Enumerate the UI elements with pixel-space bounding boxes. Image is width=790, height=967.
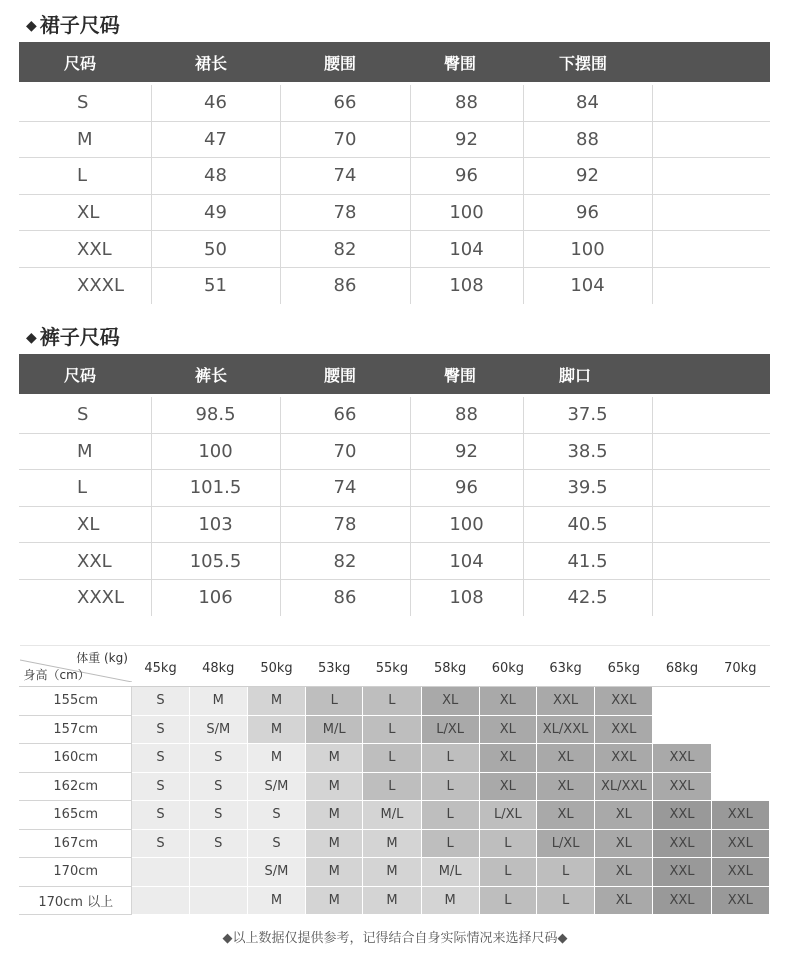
weight-header-row (20, 646, 770, 687)
table-cell: 39.5 (523, 470, 652, 507)
size-cell: XXL (653, 801, 711, 830)
table-row (19, 433, 770, 470)
size-cell: S (132, 829, 189, 858)
table-cell: 101.5 (151, 470, 280, 507)
size-cell: XXL (595, 744, 653, 773)
size-cell: XL (595, 829, 653, 858)
pants-header-length: 裤长 (151, 354, 280, 394)
size-cell: M (306, 886, 363, 915)
size-cell (653, 687, 711, 716)
size-cell: S (189, 801, 247, 830)
skirt-header-row (19, 42, 770, 82)
table-cell-empty (652, 194, 770, 231)
size-cell: XXL (653, 772, 711, 801)
table-cell: XL (19, 194, 151, 231)
height-label: 155cm (20, 687, 132, 716)
size-cell: XL (595, 801, 653, 830)
size-cell: XXL (711, 886, 769, 915)
size-cell: XXL (711, 829, 769, 858)
size-cell: XL/XXL (595, 772, 653, 801)
size-row (20, 858, 770, 887)
table-cell: 104 (410, 231, 523, 268)
size-cell: M (306, 858, 363, 887)
size-cell: S (247, 829, 305, 858)
table-cell: 37.5 (523, 397, 652, 433)
table-cell-empty (652, 470, 770, 507)
pants-header-empty (652, 354, 770, 394)
table-cell: 70 (280, 433, 410, 470)
table-cell-empty (652, 158, 770, 195)
size-cell: S (247, 801, 305, 830)
size-cell: XL (479, 715, 536, 744)
table-cell: 100 (410, 506, 523, 543)
size-cell: L/XL (536, 829, 594, 858)
table-cell: 103 (151, 506, 280, 543)
skirt-header-empty (652, 42, 770, 82)
size-cell: M (363, 858, 421, 887)
diamond-icon: ◆ (26, 18, 37, 34)
size-cell (132, 858, 189, 887)
size-cell: XL (595, 858, 653, 887)
table-cell: M (19, 121, 151, 158)
table-cell-empty (652, 397, 770, 433)
size-cell: M (247, 744, 305, 773)
table-cell: 86 (280, 267, 410, 303)
pants-section-title (26, 321, 120, 350)
table-cell: XXL (19, 231, 151, 268)
weight-header-cell: 58kg (421, 646, 479, 687)
table-cell: 100 (523, 231, 652, 268)
skirt-header-waist: 腰围 (280, 42, 410, 82)
size-cell: M (189, 687, 247, 716)
size-cell (189, 886, 247, 915)
weight-header-cell: 53kg (306, 646, 363, 687)
footnote: ◆以上数据仅提供参考，记得结合自身实际情况来选择尺码◆ (222, 931, 568, 946)
table-cell: 48 (151, 158, 280, 195)
table-row (19, 85, 770, 121)
corner-cell (20, 646, 132, 687)
table-cell: 78 (280, 194, 410, 231)
size-cell: S (132, 687, 189, 716)
table-cell: 96 (523, 194, 652, 231)
size-cell: L (421, 829, 479, 858)
table-cell: 84 (523, 85, 652, 121)
table-row (19, 470, 770, 507)
size-cell: XL/XXL (536, 715, 594, 744)
table-cell: 66 (280, 85, 410, 121)
table-cell: 92 (523, 158, 652, 195)
size-cell: S/M (247, 858, 305, 887)
size-cell: L/XL (421, 715, 479, 744)
table-cell: 78 (280, 506, 410, 543)
size-cell: L/XL (479, 801, 536, 830)
corner-height-label: 身高（cm） (23, 668, 90, 682)
table-cell: 88 (410, 397, 523, 433)
size-cell: L (363, 772, 421, 801)
size-cell: L (536, 886, 594, 915)
table-cell-empty (652, 506, 770, 543)
size-cell: S (132, 772, 189, 801)
table-cell: M (19, 433, 151, 470)
skirt-size-table (19, 42, 770, 304)
size-row (20, 687, 770, 716)
height-label: 160cm (20, 744, 132, 773)
table-cell: 49 (151, 194, 280, 231)
table-cell: 66 (280, 397, 410, 433)
size-row (20, 886, 770, 915)
skirt-header-hem: 下摆围 (523, 42, 652, 82)
size-row (20, 801, 770, 830)
size-cell: M/L (363, 801, 421, 830)
size-cell: M (306, 829, 363, 858)
table-cell: 96 (410, 470, 523, 507)
size-cell (711, 715, 769, 744)
table-row (19, 543, 770, 580)
table-cell: 92 (410, 433, 523, 470)
pants-header-waist: 腰围 (280, 354, 410, 394)
table-cell-empty (652, 433, 770, 470)
size-cell: XL (595, 886, 653, 915)
size-row (20, 744, 770, 773)
size-cell: M (247, 886, 305, 915)
size-cell: M/L (306, 715, 363, 744)
table-cell: 98.5 (151, 397, 280, 433)
height-label: 167cm (20, 829, 132, 858)
table-cell: 104 (523, 267, 652, 303)
size-cell (653, 715, 711, 744)
size-cell: L (363, 744, 421, 773)
table-cell: L (19, 158, 151, 195)
size-cell: XXL (711, 858, 769, 887)
table-cell: 88 (523, 121, 652, 158)
skirt-header-length: 裙长 (151, 42, 280, 82)
table-cell: XXXL (77, 275, 125, 297)
size-cell: L (363, 687, 421, 716)
size-cell: M (421, 886, 479, 915)
height-label: 170cm 以上 (20, 886, 132, 915)
table-cell-empty (652, 85, 770, 121)
table-cell-empty (652, 579, 770, 615)
skirt-section-title (26, 9, 120, 38)
size-cell: M (306, 801, 363, 830)
pants-header-row (19, 354, 770, 394)
size-row (20, 772, 770, 801)
table-cell: 41.5 (523, 543, 652, 580)
size-cell: XL (421, 687, 479, 716)
size-cell: L (479, 886, 536, 915)
table-cell-empty (652, 267, 770, 303)
table-cell: 74 (280, 470, 410, 507)
size-cell (711, 687, 769, 716)
size-cell: S/M (189, 715, 247, 744)
size-cell: XXL (595, 687, 653, 716)
height-label: 165cm (20, 801, 132, 830)
table-cell: 46 (151, 85, 280, 121)
height-label: 162cm (20, 772, 132, 801)
size-cell: XL (479, 772, 536, 801)
table-cell: XXL (19, 543, 151, 580)
table-cell: S (19, 397, 151, 433)
height-label: 157cm (20, 715, 132, 744)
table-cell: S (19, 85, 151, 121)
weight-header-cell: 50kg (247, 646, 305, 687)
weight-header-cell: 45kg (132, 646, 189, 687)
size-cell: XXL (711, 801, 769, 830)
table-row (19, 121, 770, 158)
table-cell: 86 (280, 579, 410, 615)
corner-weight-label: 体重 (kg) (76, 651, 128, 665)
weight-header-cell: 60kg (479, 646, 536, 687)
height-label: 170cm (20, 858, 132, 887)
size-cell (711, 744, 769, 773)
size-cell (132, 886, 189, 915)
size-cell: XXL (653, 829, 711, 858)
size-cell: L (421, 772, 479, 801)
size-cell: L (479, 829, 536, 858)
weight-header-cell: 68kg (653, 646, 711, 687)
table-cell: 82 (280, 231, 410, 268)
table-cell-empty (652, 231, 770, 268)
table-cell: 108 (410, 267, 523, 303)
table-cell: L (19, 470, 151, 507)
table-cell: 105.5 (151, 543, 280, 580)
table-cell: 88 (410, 85, 523, 121)
size-row (20, 715, 770, 744)
size-cell: M (247, 715, 305, 744)
table-cell: 108 (410, 579, 523, 615)
weight-header-cell: 48kg (189, 646, 247, 687)
height-weight-size-table (19, 645, 770, 915)
table-cell-empty (652, 121, 770, 158)
size-cell: XXL (653, 886, 711, 915)
size-cell (189, 858, 247, 887)
size-cell: XXL (653, 744, 711, 773)
size-cell: XL (536, 772, 594, 801)
table-row (19, 267, 770, 303)
table-row (19, 506, 770, 543)
size-cell: M (247, 687, 305, 716)
table-cell: 51 (151, 267, 280, 303)
weight-header-cell: 70kg (711, 646, 769, 687)
size-cell: XXL (595, 715, 653, 744)
size-cell: S (189, 772, 247, 801)
table-cell: 74 (280, 158, 410, 195)
table-row (19, 231, 770, 268)
size-cell (711, 772, 769, 801)
size-cell: M (363, 829, 421, 858)
size-cell: XXL (653, 858, 711, 887)
size-cell: S (189, 829, 247, 858)
size-cell: L (363, 715, 421, 744)
size-cell: S (132, 715, 189, 744)
size-cell: S (189, 744, 247, 773)
size-cell: M (363, 886, 421, 915)
size-cell: XL (479, 687, 536, 716)
table-cell: XL (19, 506, 151, 543)
table-cell: 42.5 (523, 579, 652, 615)
table-cell: XXXL (77, 587, 125, 609)
size-cell: L (479, 858, 536, 887)
table-row (19, 579, 770, 615)
pants-header-hip: 臀围 (410, 354, 523, 394)
table-row (19, 158, 770, 195)
pants-size-table (19, 354, 770, 616)
table-cell: 100 (151, 433, 280, 470)
skirt-header-hip: 臀围 (410, 42, 523, 82)
table-cell: 96 (410, 158, 523, 195)
size-cell: L (421, 801, 479, 830)
table-cell: 70 (280, 121, 410, 158)
pants-header-cuff: 脚口 (523, 354, 652, 394)
size-cell: L (536, 858, 594, 887)
table-row (19, 194, 770, 231)
size-cell: L (306, 687, 363, 716)
table-cell: 50 (151, 231, 280, 268)
size-cell: M (306, 772, 363, 801)
size-cell: XXL (536, 687, 594, 716)
diamond-icon: ◆ (26, 330, 37, 346)
weight-header-cell: 65kg (595, 646, 653, 687)
table-cell-empty (652, 543, 770, 580)
weight-header-cell: 63kg (536, 646, 594, 687)
size-cell: M/L (421, 858, 479, 887)
table-cell: 106 (151, 579, 280, 615)
size-cell: S (132, 744, 189, 773)
pants-title-text: 裤子尺码 (39, 325, 120, 349)
table-cell: 38.5 (523, 433, 652, 470)
size-cell: XL (536, 744, 594, 773)
table-cell: 47 (151, 121, 280, 158)
size-cell: XL (536, 801, 594, 830)
table-cell: 40.5 (523, 506, 652, 543)
skirt-title-text: 裙子尺码 (39, 13, 120, 37)
table-cell: 100 (410, 194, 523, 231)
size-cell: XL (479, 744, 536, 773)
table-cell: 82 (280, 543, 410, 580)
pants-header-size: 尺码 (19, 354, 151, 394)
size-row (20, 829, 770, 858)
table-cell: 104 (410, 543, 523, 580)
table-row (19, 397, 770, 433)
size-cell: S/M (247, 772, 305, 801)
weight-header-cell: 55kg (363, 646, 421, 687)
table-cell: 92 (410, 121, 523, 158)
skirt-header-size: 尺码 (19, 42, 151, 82)
size-cell: S (132, 801, 189, 830)
size-cell: L (421, 744, 479, 773)
size-cell: M (306, 744, 363, 773)
